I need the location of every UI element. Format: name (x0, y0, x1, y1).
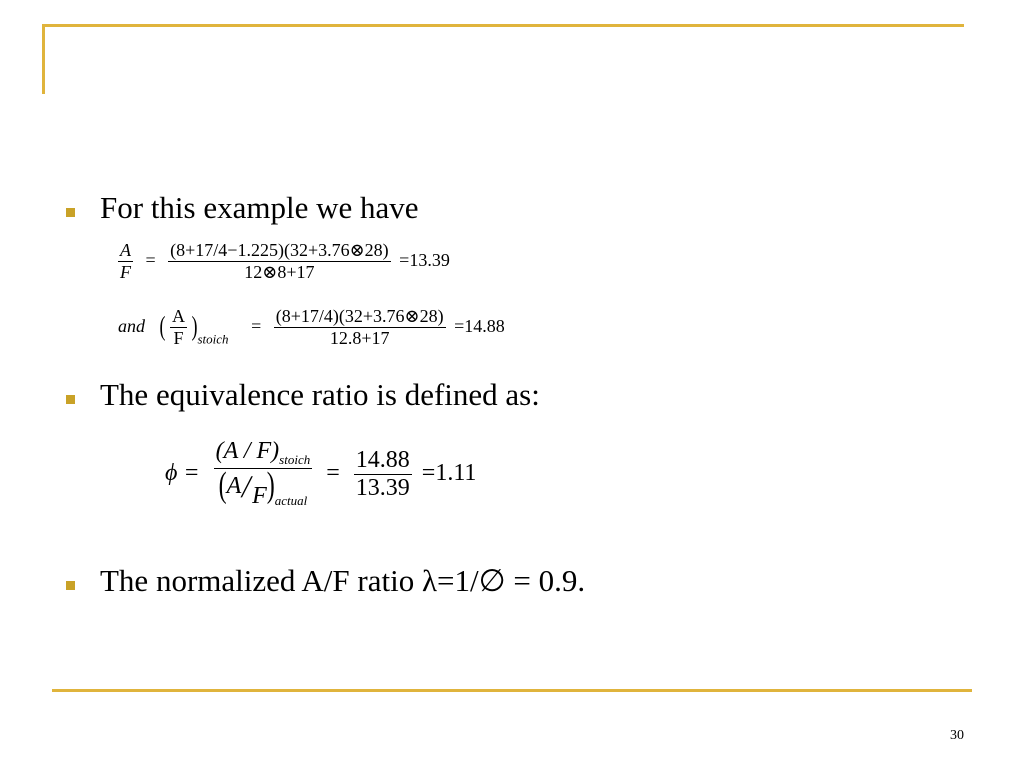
result-value: =1.11 (421, 459, 477, 486)
bullet-marker-3 (66, 581, 75, 590)
bottom-rule (52, 689, 972, 692)
equivalence-ratio-equation: ϕ = $\frac{(A / F)_{stoich}}{(A╱F)_{actual}}$ = $\frac{14.88}{13.39}$ =1.11 (165, 438, 477, 509)
page-number: 30 (950, 728, 964, 743)
top-rule (42, 24, 964, 27)
phi-fraction: $\frac{(A / F)_{stoich}}{(A╱F)_{actual}}$ (215, 438, 311, 509)
main-fraction: $\frac{(8+17/4)(32+3.76\otimes 28)}{12.8+17}$ (275, 306, 444, 348)
bullet-marker-1 (66, 208, 75, 217)
af-fraction: $\frac{A}{F}$ (172, 306, 185, 348)
bullet-text-1: For this example we have (100, 190, 419, 225)
bullet-text-3: The normalized A/F ratio λ=1/∅ = 0.9. (100, 563, 586, 598)
result-value: =13.39 (399, 249, 450, 270)
value-fraction: $\frac{14.88}{13.39}$ (355, 446, 410, 501)
result-value: =14.88 (454, 315, 505, 336)
main-fraction: $\frac{(8+17/4-1.225)(32+3.76\otimes 28)}{12\otimes 8+17}$ (170, 240, 389, 282)
equation-af-stoich: and ( $\frac{A}{F}$ )$_{stoich}$ = $\frac{(8+17/4)(32+3.76\otimes 28)}{12.8+17}$ =14.88 (118, 306, 505, 348)
bullet-marker-2 (66, 395, 75, 404)
left-rule (42, 24, 45, 94)
bullet-text-2: The equivalence ratio is defined as: (100, 377, 540, 412)
equation-af-actual: $\frac{A}{F}$ = $\frac{(8+17/4-1.225)(32+3.76\otimes 28)}{12\otimes 8+17}$ =13.39 (120, 240, 450, 282)
lhs-fraction: $\frac{A}{F}$ (120, 240, 131, 282)
